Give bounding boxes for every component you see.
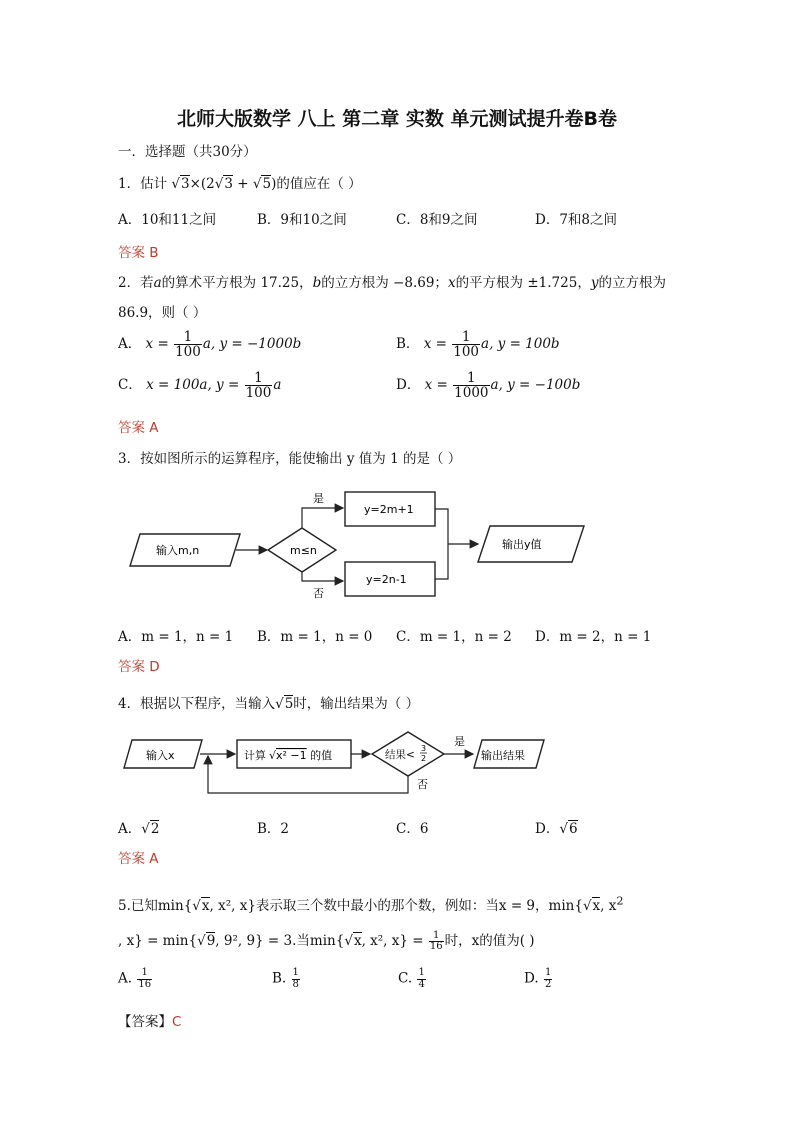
q2-c-label: C． <box>118 377 142 394</box>
q4-answer: 答案 A <box>118 851 159 867</box>
flow-decision-label: m≤n <box>290 544 317 557</box>
q3-answer: 答案 D <box>118 659 160 675</box>
q5-l1e: , x <box>600 898 617 914</box>
q5-fraction <box>429 931 444 953</box>
q2-b-den: 100 <box>453 344 480 361</box>
q5-l2e: , x², x} = <box>361 933 428 949</box>
q5-l2d: x <box>353 933 362 949</box>
q1-number: 1． <box>118 176 141 192</box>
q5-answer <box>118 1010 181 1030</box>
q1-option-a[interactable]: A．10和11之间 <box>118 212 217 228</box>
q2-option-d[interactable] <box>396 371 580 400</box>
q5-d-label: D. <box>524 970 539 987</box>
q5-d-num: 1 <box>544 967 552 978</box>
q3-option-c[interactable]: C．m = 1，n = 2 <box>396 629 512 645</box>
q1-rad-a: 3 <box>181 176 190 192</box>
q2-l1g: 的平方根为 ±1.725， <box>455 275 591 291</box>
q5-option-c[interactable] <box>398 968 427 990</box>
sqrt-sign-icon: √ <box>275 696 284 712</box>
q5-stem-line2 <box>118 929 535 953</box>
q2-l1d: b <box>312 275 322 291</box>
q1-stem <box>118 172 362 192</box>
q4-stem-c: 时，输出结果为（ ） <box>293 696 420 712</box>
sqrt-sign-icon: √ <box>192 898 201 914</box>
flow-decision-label: 结果< <box>385 749 415 761</box>
flow-yes-arrow <box>302 508 343 528</box>
q5-b-label: B. <box>272 970 287 987</box>
flow-compute-a: 计算 <box>244 749 266 762</box>
q4-d-val: 6 <box>568 821 578 837</box>
q4-a-val: 2 <box>150 821 160 837</box>
sqrt-sign-icon: √ <box>582 898 592 914</box>
q2-d-post: a, y = −100b <box>490 377 581 394</box>
q5-answer-label: 【答案】 <box>118 1014 172 1030</box>
q5-l2f: 时，x的值为( ) <box>444 933 535 949</box>
q1-expr-d: + <box>232 176 253 192</box>
q3-option-a[interactable]: A．m = 1，n = 1 <box>118 629 234 645</box>
q4-option-a[interactable] <box>118 817 159 837</box>
q1-pre: 估计 <box>140 176 168 192</box>
q5-d-fraction <box>544 968 552 990</box>
q1-option-d[interactable]: D．7和8之间 <box>535 212 618 228</box>
q2-l1h: y <box>590 275 599 291</box>
q5-c-den: 4 <box>418 978 425 990</box>
sqrt-sign-icon: √ <box>344 933 353 949</box>
q2-l1i: 的立方根为 <box>598 275 666 291</box>
q1-option-b[interactable]: B．9和10之间 <box>257 212 347 228</box>
q5-b-num: 1 <box>292 967 299 978</box>
sqrt-sign-icon: √ <box>171 176 180 192</box>
q5-l1b: x <box>201 898 210 914</box>
q5-l2c: , 9², 9} = 3.当min{ <box>215 933 345 949</box>
q2-b-fraction <box>452 330 480 359</box>
flow-no-arrow <box>302 572 343 581</box>
flow-output-label: 输出y值 <box>502 538 542 551</box>
q1-answer: 答案 B <box>118 245 159 261</box>
q2-d-den: 1000 <box>454 385 489 402</box>
flow-bottom-box-label: y=2n-1 <box>366 573 407 586</box>
q4-stem <box>118 692 419 712</box>
q4-stem-b: 5 <box>284 696 294 712</box>
q2-a-den: 100 <box>175 344 201 361</box>
flow-input-label: 输入x <box>146 749 175 762</box>
flow-no-label: 否 <box>313 587 324 600</box>
q2-a-num: 1 <box>174 330 202 345</box>
q2-l1a: 2．若 <box>118 275 154 291</box>
q2-option-a[interactable] <box>118 330 301 359</box>
q4-option-c[interactable]: C．6 <box>396 821 429 837</box>
q5-option-a[interactable] <box>118 968 153 990</box>
q5-l2b: 9 <box>206 933 216 949</box>
flow-yes-label: 是 <box>313 492 324 505</box>
q2-l1b: a <box>153 275 162 291</box>
q2-l1c: 的算术平方根为 17.25， <box>161 275 313 291</box>
sqrt-sign-icon: √ <box>269 749 277 762</box>
q3-option-b[interactable]: B．m = 1，n = 0 <box>257 629 373 645</box>
q2-d-pre: x = <box>424 377 453 394</box>
q5-a-fraction <box>137 968 152 990</box>
q5-num: 1 <box>429 931 444 943</box>
page-title: 北师大版数学 八上 第二章 实数 单元测试提升卷B卷 <box>177 108 617 130</box>
sqrt-sign-icon: √ <box>197 933 206 949</box>
q2-answer: 答案 A <box>118 420 159 436</box>
q2-l1e: 的立方根为 −8.69； <box>321 275 448 291</box>
section-heading: 一．选择题（共30分） <box>118 144 257 160</box>
flow-decision-num: 3 <box>421 744 427 753</box>
q5-a-num: 1 <box>137 968 152 980</box>
q3-option-d[interactable]: D．m = 2，n = 1 <box>535 629 652 645</box>
q5-l1f: 2 <box>616 894 624 908</box>
sqrt-sign-icon: √ <box>252 176 262 192</box>
q3-stem: 3．按如图所示的运算程序，能使输出 y 值为 1 的是（ ） <box>118 451 462 467</box>
flow-merge-line <box>435 509 448 579</box>
q4-d-label: D． <box>535 821 560 837</box>
q5-d-den: 2 <box>544 978 552 990</box>
q4-flowchart <box>120 728 550 798</box>
flow-compute-c: 的值 <box>306 749 333 762</box>
q5-c-fraction <box>417 968 425 990</box>
q5-l1a: 5.已知min{ <box>118 898 193 914</box>
flow-compute-b: x² −1 <box>276 749 307 762</box>
q5-option-d[interactable] <box>524 968 553 990</box>
q2-c-pre: x = 100a, y = <box>146 377 244 394</box>
q4-a-label: A． <box>118 821 142 837</box>
q5-b-fraction <box>292 968 300 990</box>
q5-den: 16 <box>429 941 443 952</box>
flow-yes-label: 是 <box>454 735 465 748</box>
q2-stem-line2: 86.9，则（ ） <box>118 305 207 321</box>
flow-compute-label <box>244 748 332 762</box>
q2-c-den: 100 <box>245 385 272 402</box>
q4-stem-a: 4．根据以下程序，当输入 <box>118 696 276 712</box>
q5-b-den: 8 <box>292 978 299 990</box>
sqrt-sign-icon: √ <box>141 821 150 837</box>
q1-post: 的值应在（ ） <box>276 176 362 192</box>
q5-a-label: A. <box>118 970 133 987</box>
q4-option-d[interactable] <box>535 817 578 837</box>
q2-b-pre: x = <box>423 336 452 353</box>
sqrt-sign-icon: √ <box>559 821 568 837</box>
q2-b-num: 1 <box>452 330 480 345</box>
flow-top-box-label: y=2m+1 <box>364 503 414 516</box>
q2-c-post: a <box>273 377 282 394</box>
q2-a-label: A． <box>118 336 142 353</box>
q4-option-b[interactable]: B．2 <box>257 821 290 837</box>
flow-no-label: 否 <box>417 778 428 791</box>
sqrt-sign-icon: √ <box>214 176 224 192</box>
q2-option-b[interactable] <box>396 330 560 359</box>
q5-answer-value: C <box>172 1014 182 1030</box>
q5-l1d: x <box>592 898 601 914</box>
q5-c-num: 1 <box>418 967 425 978</box>
q2-option-c[interactable] <box>118 371 281 400</box>
q2-d-num: 1 <box>453 371 489 386</box>
q2-d-label: D． <box>396 377 421 394</box>
q1-expr-f: ) <box>271 176 277 192</box>
q5-l2a: , x} = min{ <box>118 933 198 949</box>
q2-l1f: x <box>447 275 456 291</box>
flow-input-label: 输入m,n <box>156 544 200 557</box>
q5-stem-line1 <box>118 894 624 914</box>
q2-b-post: a, y = 100b <box>481 336 560 353</box>
q2-stem-line1 <box>118 271 666 291</box>
q5-option-b[interactable] <box>272 968 301 990</box>
q5-a-den: 16 <box>138 978 152 990</box>
q1-rad-c: 3 <box>224 176 233 192</box>
q2-a-post: a, y = −1000b <box>202 336 302 353</box>
q2-b-label: B． <box>396 336 420 353</box>
flow-decision-den: 2 <box>421 754 427 763</box>
q2-c-fraction <box>245 371 273 400</box>
q5-c-label: C. <box>398 970 413 987</box>
q2-c-num: 1 <box>245 371 273 386</box>
flow-output-label: 输出结果 <box>481 749 525 762</box>
q3-flowchart <box>120 484 590 604</box>
q2-a-pre: x = <box>145 336 174 353</box>
q2-a-fraction <box>174 330 202 359</box>
q1-rad-e: 5 <box>262 176 272 192</box>
q1-option-c[interactable]: C．8和9之间 <box>396 212 478 228</box>
q2-d-fraction <box>453 371 489 400</box>
q5-l1c: , x², x}表示取三个数中最小的那个数，例如：当x = 9，min{ <box>209 898 583 914</box>
q1-expr-b: ×(2 <box>189 176 215 192</box>
